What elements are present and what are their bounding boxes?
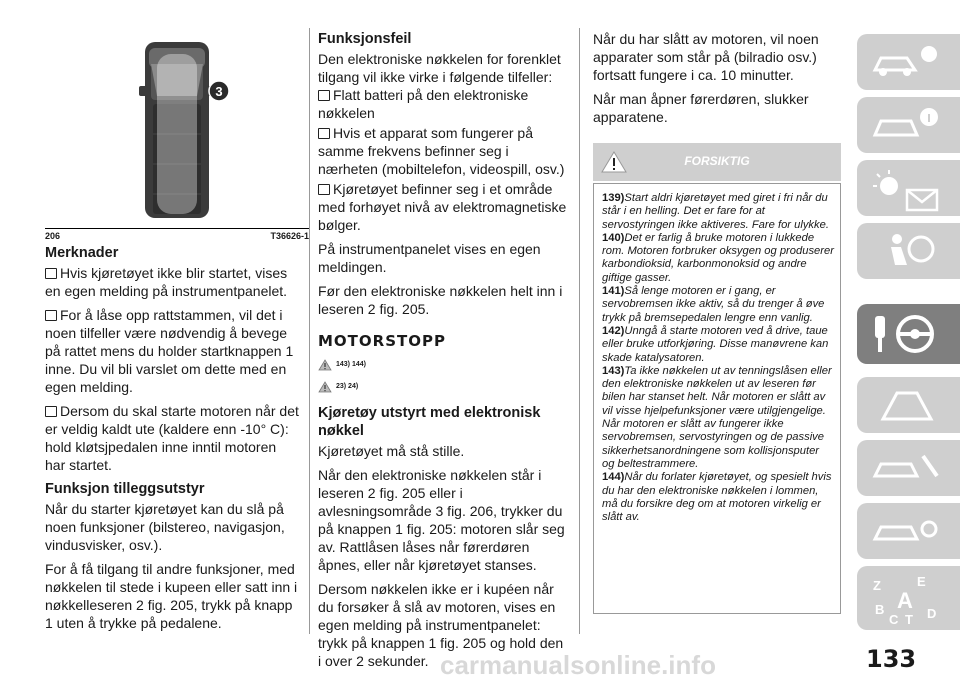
bullet-item: For å låse opp rattstammen, vil det i noen tilfeller være nødvendig å bevege på rattet mens du holder startknappen 1 inne. Du vil bli varslet om dette med en egen melding. bbox=[45, 307, 294, 395]
tab-car-wrench[interactable] bbox=[857, 440, 960, 496]
svg-text:A: A bbox=[897, 588, 913, 613]
svg-text:E: E bbox=[917, 574, 926, 589]
heading-funksjon-tilleggsutstyr: Funksjon tilleggsutstyr bbox=[45, 481, 205, 497]
note-triangle-icon bbox=[318, 381, 332, 393]
heading-merknader: Merknader bbox=[45, 245, 119, 261]
bullet-item: Flatt batteri på den elektroniske nøkkelen bbox=[318, 87, 529, 121]
bullet-item: Hvis et apparat som fungerer på samme frekvens befinner seg i nærheten (mobiltelefon, videospill, osv.) bbox=[318, 125, 565, 177]
road-car-icon bbox=[867, 383, 947, 427]
tab-index[interactable] bbox=[857, 566, 960, 630]
tab-car-tools[interactable] bbox=[857, 503, 960, 559]
paragraph: Før den elektroniske nøkkelen helt inn i leseren 2 fig. 205. bbox=[318, 283, 563, 317]
tab-airbag-seat[interactable] bbox=[857, 223, 960, 279]
caution-item: 140)Det er farlig å bruke motoren i lukkede rom. Motoren forbruker oksygen og produserer karbondioksid, karbonmonoksid og andre giftige gasser. bbox=[602, 231, 834, 284]
paragraph: Når man åpner førerdøren, slukker apparatene. bbox=[593, 91, 809, 125]
caution-item: 142)Unngå å starte motoren ved å drive, taue eller bruke utforkjøring. Disse manøvrene kan skade katalysatoren. bbox=[602, 324, 829, 364]
paragraph: For å få tilgang til andre funksjoner, med nøkkelen til stede i kupeen eller satt inn i nøkkelleseren 2 fig. 205, trykk på knapp 1 uten å trykke på pedalene. bbox=[45, 561, 298, 631]
heading-kjoretoy-elektronisk-nokkel: Kjøretøy utstyrt med elektronisk nøkkel bbox=[318, 405, 541, 439]
forsiktig-body bbox=[602, 192, 834, 524]
svg-text:B: B bbox=[875, 602, 885, 617]
warning-reference: 143) 144) bbox=[318, 356, 568, 374]
checkbox-bullet-icon bbox=[318, 128, 330, 139]
figure-code: T36626-1 bbox=[270, 231, 309, 241]
warning-lights-icon bbox=[867, 166, 947, 222]
paragraph: På instrumentpanelet vises en egen meldingen. bbox=[318, 241, 541, 275]
figure-callout-3: 3 bbox=[215, 84, 223, 99]
bullet-item: Dersom du skal starte motoren når det er veldig kaldt ute (kaldere enn -10° C): hold kløtsjpedalen inne inntil motoren har startet. bbox=[45, 403, 299, 473]
column-3 bbox=[593, 30, 841, 132]
airbag-seat-icon bbox=[867, 229, 947, 273]
caution-item: 139)Start aldri kjøretøyet med giret i fri når du står i en helling. Det er fare for at servostyringen ikke aktiveres. Fare for ulykke. bbox=[602, 192, 829, 231]
checkbox-bullet-icon bbox=[318, 90, 330, 101]
bullet-item: Kjøretøyet befinner seg i et område med forhøyet nivå av elektromagnetiske bølger. bbox=[318, 181, 567, 233]
car-tools-icon bbox=[867, 509, 947, 553]
paragraph: Dersom nøkkelen ikke er i kupéen når du forsøker å slå av motoren, vises en egen melding på instrumentpanelet: trykk på knappen 1 fig. 205 og hold den i over 2 sekunder. bbox=[318, 581, 564, 669]
svg-text:C: C bbox=[889, 612, 899, 627]
van-top-view-figure bbox=[45, 24, 309, 222]
tab-car-info[interactable] bbox=[857, 34, 960, 90]
caution-item: 143)Ta ikke nøkkelen ut av tenningslåsen eller den elektroniske nøkkelen ut av leseren før bilen har stanset helt. Når motoren er slått av vil visse hjelpefunksjoner være utilgjengelige. Når motoren er slått av fungerer ikke servobremsen, servostyringen og de passive sikkerhetsanordningene som kollisjonsputer og beltestrammere. bbox=[602, 364, 832, 470]
section-title-motorstopp: MOTORSTOPP bbox=[318, 332, 446, 350]
warning-triangle-icon bbox=[318, 359, 332, 371]
column-2 bbox=[318, 30, 568, 676]
forsiktig-box bbox=[593, 183, 841, 614]
column-divider bbox=[579, 28, 580, 634]
tab-warning-lights[interactable] bbox=[857, 160, 960, 216]
paragraph: Kjøretøyet må stå stille. bbox=[318, 443, 465, 459]
index-abc-icon bbox=[867, 572, 947, 628]
column-1 bbox=[45, 240, 299, 638]
svg-text:Z: Z bbox=[873, 578, 881, 593]
watermark: carmanualsonline.info bbox=[440, 650, 716, 680]
note-reference: 23) 24) bbox=[318, 378, 568, 396]
tab-road-car[interactable] bbox=[857, 377, 960, 433]
column-divider bbox=[309, 28, 310, 634]
tab-car-info-i[interactable] bbox=[857, 97, 960, 153]
caution-item: 141)Så lenge motoren er i gang, er servobremsen ikke aktiv, så du trenger å øve trykk på bremsepedalen lengre enn vanlig. bbox=[602, 285, 825, 324]
paragraph: Når du starter kjøretøyet kan du slå på noen funksjoner (bilstereo, navigasjon, vindusvisker, osv.). bbox=[45, 501, 285, 553]
checkbox-bullet-icon bbox=[45, 406, 57, 417]
caution-item: 144)Når du forlater kjøretøyet, og spesielt hvis du har den elektroniske nøkkelen i lommen, må du forsikre deg om at motoren virkelig er slått av. bbox=[602, 471, 832, 524]
forsiktig-title: FORSIKTIG bbox=[684, 154, 750, 168]
paragraph: Når den elektroniske nøkkelen står i leseren 2 fig. 205 eller i avlesningsområde 3 fig. 206, trykker du på knappen 1 fig. 205: motoren slår seg av. Rattlåsen låses når førerdøren åpnes, eller når kjøretøyet stanses. bbox=[318, 467, 565, 573]
paragraph: Den elektroniske nøkkelen for forenklet tilgang vil ikke virke i følgende tilfeller: bbox=[318, 51, 561, 85]
tab-key-steering[interactable] bbox=[857, 304, 960, 364]
bullet-item: Hvis kjøretøyet ikke blir startet, vises en egen melding på instrumentpanelet. bbox=[45, 265, 288, 299]
forsiktig-header bbox=[593, 143, 841, 181]
car-info-icon bbox=[867, 40, 947, 84]
paragraph: Når du har slått av motoren, vil noen apparater som står på (bilradio osv.) fortsatt fungere i ca. 10 minutter. bbox=[593, 31, 819, 83]
checkbox-bullet-icon bbox=[45, 268, 57, 279]
car-info-i-icon bbox=[867, 103, 947, 147]
svg-text:T: T bbox=[905, 612, 913, 627]
checkbox-bullet-icon bbox=[318, 184, 330, 195]
checkbox-bullet-icon bbox=[45, 310, 57, 321]
heading-funksjonsfeil: Funksjonsfeil bbox=[318, 31, 412, 47]
figure-number: 206 bbox=[45, 231, 61, 241]
key-steering-icon bbox=[867, 310, 947, 360]
svg-text:D: D bbox=[927, 606, 937, 621]
car-wrench-icon bbox=[867, 446, 947, 490]
page-number: 133 bbox=[866, 645, 917, 673]
